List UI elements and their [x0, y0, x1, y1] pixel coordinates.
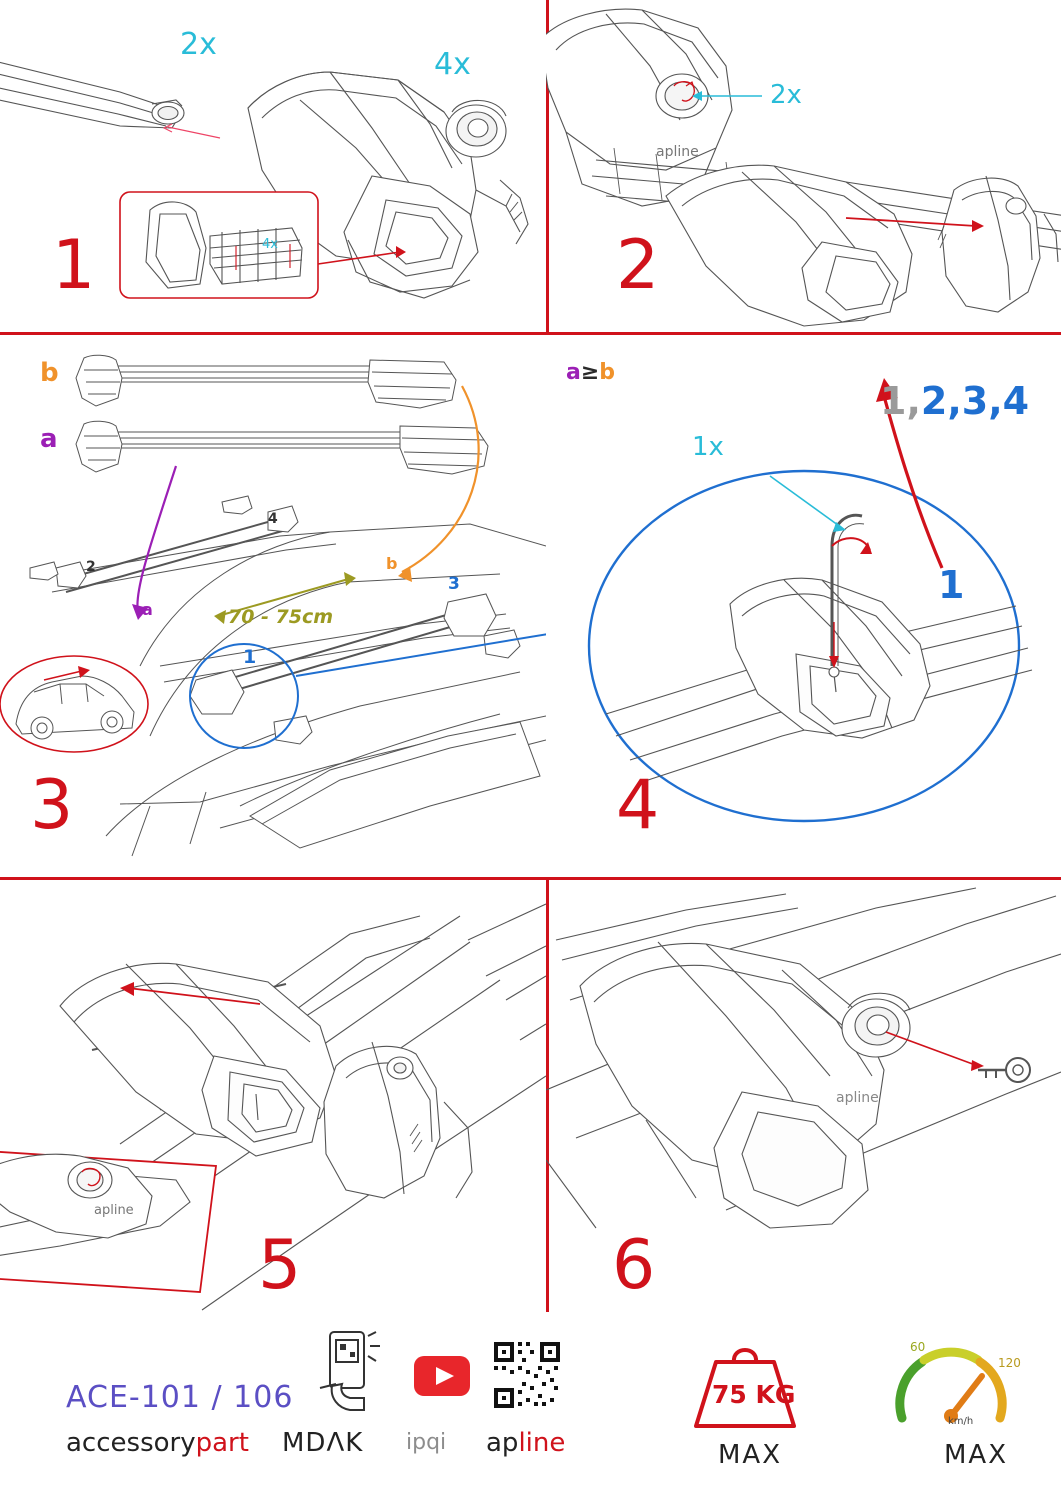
label-a-ge-b-a: a	[566, 360, 581, 385]
callout-qty-4x-foot: 4x	[434, 47, 471, 82]
callout-qty-2x-bar: 2x	[180, 27, 217, 62]
label-bar-a: a	[40, 424, 58, 454]
label-a-ge-b-b: b	[599, 360, 616, 385]
brand-accessory-text: accessory	[66, 1428, 196, 1458]
label-sequence-rest: 2,3,4	[920, 379, 1030, 423]
product-code: ACE-101 / 106	[66, 1380, 294, 1415]
speed-unit: km/h	[948, 1416, 974, 1427]
step-number-2: 2	[616, 226, 661, 305]
step-number-4: 4	[616, 766, 661, 845]
max-speed-label: MAX	[944, 1440, 1009, 1470]
svg-text:apline: apline	[94, 1203, 134, 1218]
callout-qty-1x-tool: 1x	[692, 432, 724, 462]
step-number-1: 1	[52, 226, 97, 305]
step-number-5: 5	[258, 1226, 303, 1305]
brand-ap-text: ap	[486, 1428, 519, 1458]
label-position-1: 1	[243, 646, 257, 668]
step-number-3: 3	[30, 766, 75, 845]
label-mark-a: a	[142, 600, 153, 619]
brand-mdak: MDΛK	[282, 1428, 364, 1458]
brand-apline	[486, 1428, 565, 1458]
label-tighten-sequence	[880, 379, 1030, 423]
youtube-icon[interactable]	[414, 1356, 470, 1396]
section-divider-top	[0, 332, 1061, 335]
label-position-4: 4	[268, 511, 278, 527]
qr-scan-phone-icon	[316, 1328, 388, 1414]
label-a-ge-b	[566, 362, 615, 384]
label-a-ge-b-sym: ≥	[580, 360, 600, 385]
step-number-6: 6	[612, 1226, 657, 1305]
label-sequence-first: 1,	[880, 379, 921, 423]
label-turn-one: 1	[938, 563, 965, 607]
max-weight-value: 75 KG	[712, 1380, 796, 1409]
brand-line-text: line	[518, 1428, 566, 1458]
svg-text:apline: apline	[656, 144, 699, 160]
speed-tick-60: 60	[910, 1340, 926, 1354]
callout-qty-2x-lock: 2x	[770, 80, 802, 110]
brand-part-text: part	[195, 1428, 249, 1458]
max-weight-label: MAX	[718, 1440, 783, 1470]
label-position-3: 3	[448, 574, 460, 594]
label-bar-spacing: 70 - 75cm	[228, 606, 334, 628]
speed-tick-120: 120	[998, 1356, 1021, 1370]
callout-qty-4x-pad: 4x	[262, 237, 278, 252]
footer	[0, 1312, 1061, 1500]
brand-ipqi: ipqi	[406, 1430, 447, 1455]
svg-text:apline: apline	[836, 1090, 879, 1106]
qr-code-icon	[492, 1340, 562, 1410]
label-mark-b: b	[386, 554, 398, 573]
label-position-2: 2	[86, 559, 96, 575]
label-bar-b: b	[40, 358, 59, 388]
brand-accessorypart	[66, 1428, 249, 1458]
